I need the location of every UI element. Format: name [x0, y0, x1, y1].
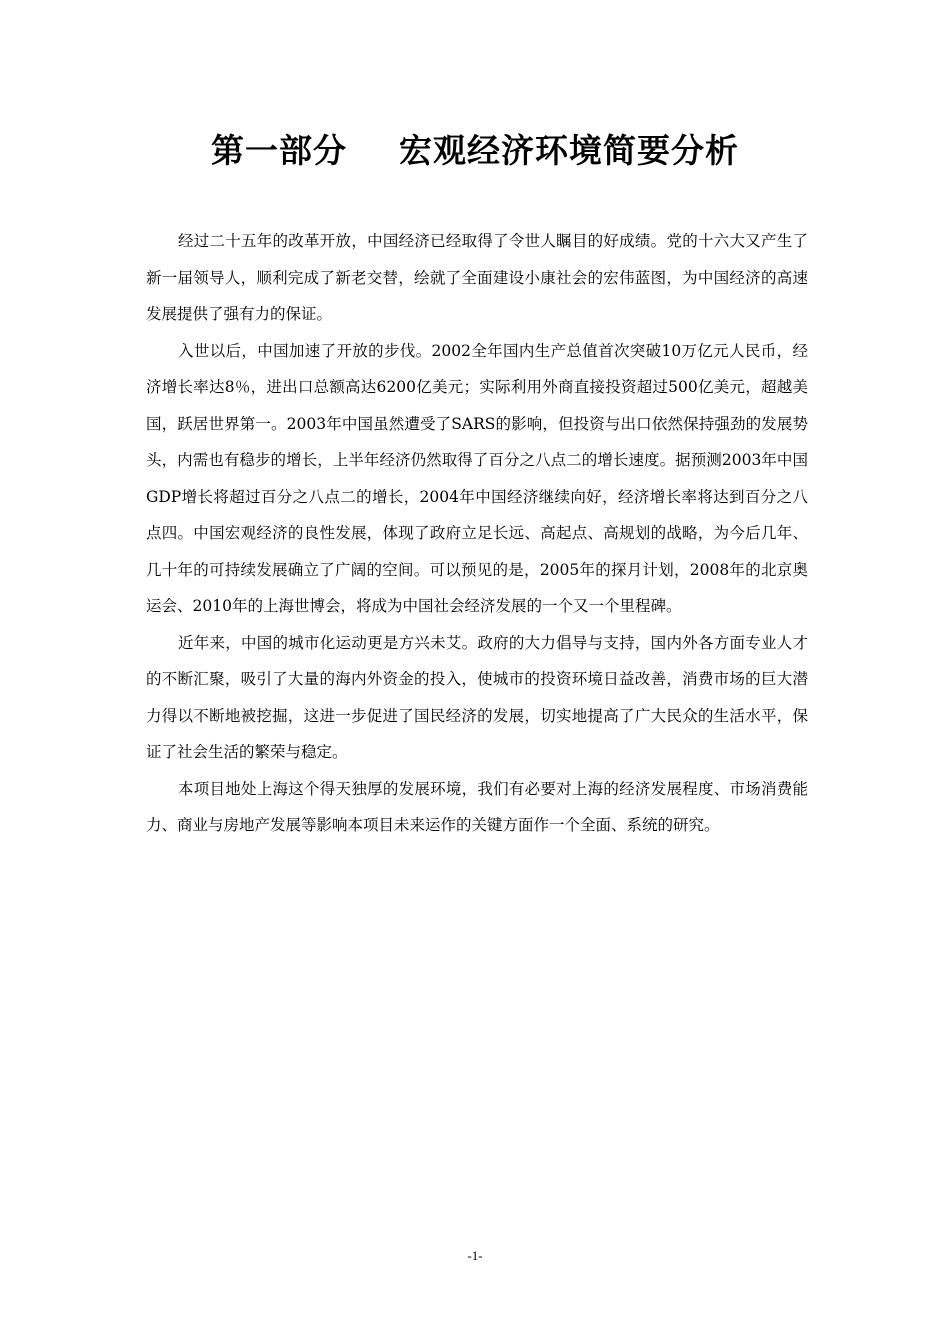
title-main-label: 宏观经济环境简要分析 — [399, 131, 739, 170]
page-number: -1- — [467, 1248, 483, 1263]
title-part-label: 第一部分 — [211, 131, 347, 170]
paragraph-project-location: 本项目地处上海这个得天独厚的发展环境，我们有必要对上海的经济发展程度、市场消费能力、商业与房地产发展等影响本项目未来运作的关键方面作一个全面、系统的研究。 — [146, 779, 808, 834]
body-text — [146, 223, 808, 844]
paragraph-wto-growth: 入世以后，中国加速了开放的步伐。2002全年国内生产总值首次突破10万亿元人民币，经济增长率达8％，进出口总额高达6200亿美元；实际利用外商直接投资超过500亿美元，超越美国，跃居世界第一。2003年中国虽然遭受了SARS的影响，但投资与出口依然保持强劲的发展势头，内需也有稳步的增长，上半年经济仍然取得了百分之八点二的增长速度。据预测2003年中国GDP增长将超过百分之八点二的增长，2004年中国经济继续向好，经济增长率将达到百分之八点四。中国宏观经济的良性发展，体现了政府立足长远、高起点、高规划的战略，为今后几年、几十年的可持续发展确立了广阔的空间。可以预见的是，2005年的探月计划，2008年的北京奥运会、2010年的上海世博会，将成为中国社会经济发展的一个又一个里程碑。 — [146, 341, 808, 615]
paragraph-intro: 经过二十五年的改革开放，中国经济已经取得了令世人瞩目的好成绩。党的十六大又产生了新一届领导人，顺利完成了新老交替，绘就了全面建设小康社会的宏伟蓝图，为中国经济的高速发展提供了强有力的保证。 — [146, 232, 808, 323]
page-title — [0, 127, 950, 175]
paragraph-urbanization: 近年来，中国的城市化运动更是方兴未艾。政府的大力倡导与支持，国内外各方面专业人才的不断汇聚，吸引了大量的海内外资金的投入，使城市的投资环境日益改善，消费市场的巨大潜力得以不断地被挖掘，这进一步促进了国民经济的发展，切实地提高了广大民众的生活水平，保证了社会生活的繁荣与稳定。 — [146, 633, 808, 761]
